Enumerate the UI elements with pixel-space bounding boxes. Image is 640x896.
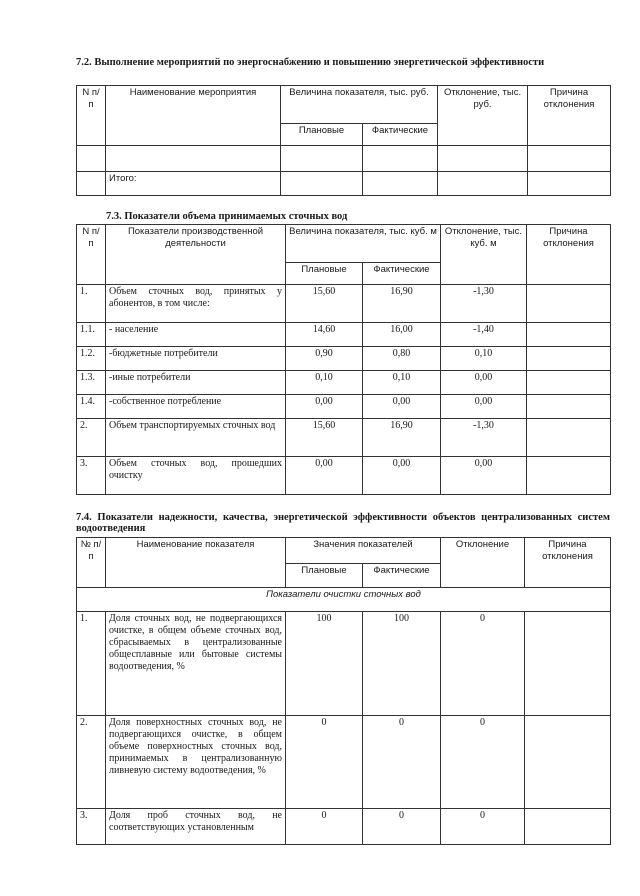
header-deviation: Отклонение <box>441 538 525 588</box>
row-num: 1.4. <box>77 395 106 419</box>
row-deviation: 0,00 <box>441 395 527 419</box>
row-deviation: 0 <box>441 809 525 845</box>
section-7-2-heading: 7.2. Выполнение мероприятий по энергоснабжению и повышению энергетической эффективности <box>76 57 545 68</box>
table-row <box>77 716 611 809</box>
row-deviation: -1,40 <box>441 323 527 347</box>
row-deviation: -1,30 <box>441 285 527 323</box>
header-name: Наименование показателя <box>106 538 286 588</box>
row-reason <box>527 371 611 395</box>
row-fact: 16,90 <box>363 419 441 457</box>
table-row <box>77 457 611 495</box>
row-fact: 0,80 <box>363 347 441 371</box>
table-row <box>77 809 611 845</box>
header-deviation: Отклонение, тыс. куб. м <box>441 225 527 285</box>
table-row <box>77 612 611 716</box>
row-fact: 100 <box>363 612 441 716</box>
row-name: Доля сточных вод, не подвергающихся очистке, в общем объеме сточных вод, сбрасываемых в централизованные общесплавные или бытовые системы водоотведения, % <box>106 612 286 716</box>
row-reason <box>527 457 611 495</box>
header-value: Величина показателя, тыс. руб. <box>281 86 438 124</box>
section-7-3-table <box>76 224 611 495</box>
row-plan: 0 <box>286 809 363 845</box>
row-reason <box>527 395 611 419</box>
row-num: 3. <box>77 809 106 845</box>
row-fact: 0 <box>363 716 441 809</box>
row-deviation: 0 <box>441 716 525 809</box>
row-plan: 0,00 <box>286 395 363 419</box>
header-fact: Фактические <box>363 124 438 146</box>
header-reason: Причина отклонения <box>527 225 611 285</box>
row-plan: 15,60 <box>286 419 363 457</box>
header-value: Значения показателей <box>286 538 441 564</box>
total-row <box>77 172 611 196</box>
section-7-4-heading: 7.4. Показатели надежности, качества, энергетической эффективности объектов централизованных систем водоотведения <box>76 512 610 534</box>
header-fact: Фактические <box>363 263 441 285</box>
row-deviation: 0,00 <box>441 457 527 495</box>
row-name: Объем сточных вод, прошедших очистку <box>106 457 286 495</box>
row-num: 2. <box>77 419 106 457</box>
section-7-4-table <box>76 537 611 845</box>
row-reason <box>525 612 611 716</box>
row-name: -иные потребители <box>106 371 286 395</box>
section-7-2-table <box>76 85 611 196</box>
row-deviation: 0,10 <box>441 347 527 371</box>
header-num: № п/п <box>77 538 106 588</box>
row-name: Объем транспортируемых сточных вод <box>106 419 286 457</box>
header-fact: Фактические <box>363 564 441 588</box>
row-fact: 16,00 <box>363 323 441 347</box>
header-deviation: Отклонение, тыс. руб. <box>438 86 528 146</box>
header-reason: Причина отклонения <box>528 86 611 146</box>
header-num: N п/п <box>77 86 106 146</box>
row-reason <box>527 347 611 371</box>
row-num: 1. <box>77 612 106 716</box>
row-num: 2. <box>77 716 106 809</box>
row-reason <box>527 285 611 323</box>
row-name: Доля поверхностных сточных вод, не подвергающихся очистке, в общем объеме поверхностных сточных вод, принимаемых в централизованную ливневую систему водоотведения, % <box>106 716 286 809</box>
header-name: Наименование мероприятия <box>106 86 281 146</box>
row-reason <box>525 716 611 809</box>
table-row <box>77 371 611 395</box>
row-name: Объем сточных вод, принятых у абонентов, в том числе: <box>106 285 286 323</box>
row-num: 1.2. <box>77 347 106 371</box>
row-fact: 0,00 <box>363 457 441 495</box>
section-7-3-heading: 7.3. Показатели объема принимаемых сточных вод <box>106 211 348 222</box>
header-plan: Плановые <box>286 263 363 285</box>
table-row <box>77 419 611 457</box>
row-name: - население <box>106 323 286 347</box>
table-row <box>77 285 611 323</box>
row-plan: 0 <box>286 716 363 809</box>
row-fact: 0 <box>363 809 441 845</box>
table-row <box>77 395 611 419</box>
header-num: N п/п <box>77 225 106 285</box>
row-plan: 100 <box>286 612 363 716</box>
row-num: 1.1. <box>77 323 106 347</box>
row-plan: 0,10 <box>286 371 363 395</box>
row-deviation: -1,30 <box>441 419 527 457</box>
row-num: 1. <box>77 285 106 323</box>
row-fact: 0,00 <box>363 395 441 419</box>
row-name: Доля проб сточных вод, не соответствующих установленным <box>106 809 286 845</box>
row-reason <box>525 809 611 845</box>
row-fact: 16,90 <box>363 285 441 323</box>
total-label: Итого: <box>106 172 281 196</box>
header-plan: Плановые <box>281 124 363 146</box>
header-plan: Плановые <box>286 564 363 588</box>
row-reason <box>527 323 611 347</box>
row-name: -бюджетные потребители <box>106 347 286 371</box>
row-plan: 0,90 <box>286 347 363 371</box>
table-row <box>77 323 611 347</box>
row-reason <box>527 419 611 457</box>
row-fact: 0,10 <box>363 371 441 395</box>
row-name: -собственное потребление <box>106 395 286 419</box>
row-deviation: 0 <box>441 612 525 716</box>
subsection-heading: Показатели очистки сточных вод <box>77 588 611 612</box>
row-plan: 14,60 <box>286 323 363 347</box>
row-plan: 15,60 <box>286 285 363 323</box>
header-name: Показатели производственной деятельности <box>106 225 286 285</box>
row-num: 1.3. <box>77 371 106 395</box>
header-reason: Причина отклонения <box>525 538 611 588</box>
table-row <box>77 146 611 172</box>
row-plan: 0,00 <box>286 457 363 495</box>
row-deviation: 0,00 <box>441 371 527 395</box>
table-row <box>77 347 611 371</box>
header-value: Величина показателя, тыс. куб. м <box>286 225 441 263</box>
row-num: 3. <box>77 457 106 495</box>
